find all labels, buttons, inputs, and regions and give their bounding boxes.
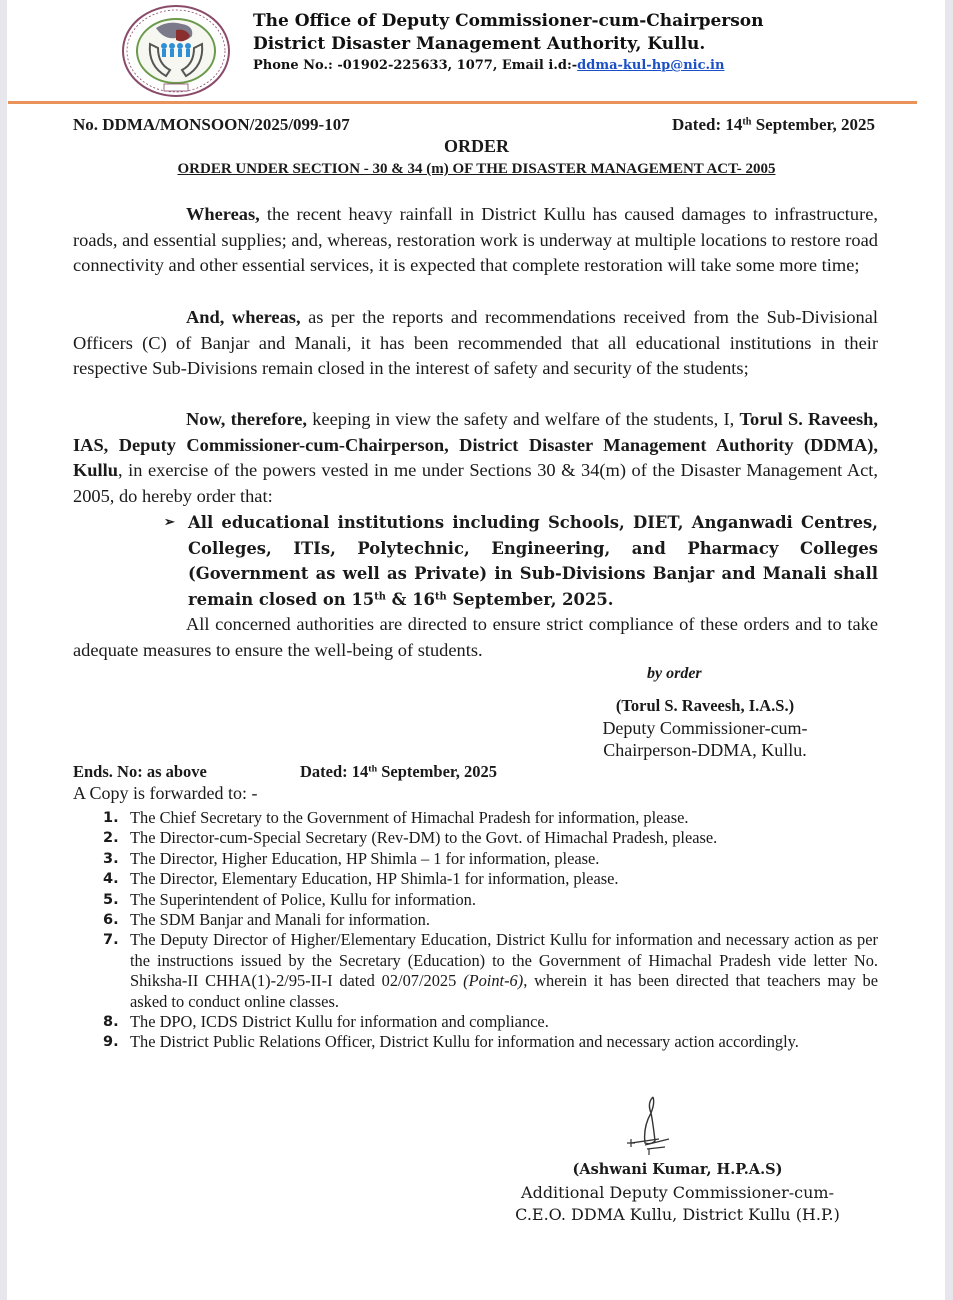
list-item: 6. The SDM Banjar and Manali for information. (103, 910, 430, 930)
copy-list (100, 808, 878, 1053)
list-item: 2. The Director-cum-Special Secretary (Rev-DM) to the Govt. of Himachal Pradesh, please. (103, 828, 718, 848)
order-number: No. DDMA/MONSOON/2025/099-107 (73, 115, 350, 134)
ddma-logo-icon (120, 4, 232, 98)
endorsement-row (73, 762, 497, 782)
closure-directive: ➢ All educational institutions including Schools, DIET, Anganwadi Centres, Colleges, ITIs, Polytechnic, Engineering, and Pharmacy Colleges (Government as well as Private) in Sub-Divisions Banjar and Manali shall remain closed on 15th & 16th September, 2025. (188, 510, 878, 612)
copy-forwarded-label: A Copy is forwarded to: - (73, 783, 258, 803)
paragraph-and-whereas: And, whereas, as per the reports and recommendations received from the Sub-Divisional Officers (C) of Banjar and Manali, it has been recommended that all educational institutions in their respective Sub-Divisions remain closed in the interest of safety and security of the students; (73, 307, 878, 379)
order-date: Dated: 14th September, 2025 (672, 115, 875, 134)
signatory-role-line1: Deputy Commissioner-cum- (602, 718, 808, 738)
order-subheading: ORDER UNDER SECTION - 30 & 34 (m) OF THE DISASTER MANAGEMENT ACT- 2005 (177, 161, 776, 177)
list-item: 5. The Superintendent of Police, Kullu for information. (103, 889, 476, 909)
signatory2-name: (Ashwani Kumar, H.P.A.S) (572, 1161, 783, 1178)
signatory-name: (Torul S. Raveesh, I.A.S.) (615, 696, 795, 715)
list-item: 8. The DPO, ICDS District Kullu for information and compliance. (103, 1012, 549, 1032)
authority-name: District Disaster Management Authority, Kullu. (253, 34, 706, 54)
signatory2-role-line1: Additional Deputy Commissioner-cum- (521, 1183, 834, 1202)
phone-info: Phone No.: -01902-225633, 1077, Email i.d:- (253, 58, 578, 73)
list-item: 9. The District Public Relations Officer, District Kullu for information and necessary action accordingly. (103, 1032, 799, 1052)
contact-line (253, 56, 764, 76)
list-item: 3. The Director, Higher Education, HP Shimla – 1 for information, please. (103, 848, 600, 868)
signatory-additional-dc (480, 1158, 875, 1226)
paragraph-now-therefore: Now, therefore, keeping in view the safety and welfare of the students, I, Torul S. Raveesh, IAS, Deputy Commissioner-cum-Chairperson, District Disaster Management Authority (DDMA), Kullu, in exercise of the powers vested in me under Sections 30 & 34(m) of the Disaster Management Act, 2005, do hereby order that: (73, 409, 879, 506)
list-item: 4. The Director, Elementary Education, HP Shimla-1 for information, please. (103, 869, 619, 889)
endorsement-date: Dated: 14th September, 2025 (300, 762, 497, 781)
page-edge-left (0, 0, 7, 1300)
arrow-bullet-icon: ➢ (164, 515, 175, 530)
by-order-label: by order (647, 665, 702, 682)
paragraph-compliance: All concerned authorities are directed to ensure strict compliance of these orders and to take adequate measures to ensure the well-being of students. (73, 614, 878, 660)
page-edge-right (945, 0, 953, 1300)
signatory-role-line2: Chairperson-DDMA, Kullu. (603, 740, 807, 760)
signatory2-role-line2: C.E.O. DDMA Kullu, District Kullu (H.P.) (515, 1205, 840, 1224)
letterhead (120, 4, 840, 100)
handwritten-signature-icon (625, 1093, 685, 1163)
office-title: The Office of Deputy Commissioner-cum-Chairperson (253, 11, 764, 31)
signatory-deputy-commissioner (540, 695, 870, 761)
list-item: 1. The Chief Secretary to the Government of Himachal Pradesh for information, please. (103, 808, 689, 827)
paragraph-whereas: Whereas, the recent heavy rainfall in District Kullu has caused damages to infrastructure, roads, and essential supplies; and, whereas, restoration work is underway at multiple locations to restore road connectivity and other essential services, it is expected that complete restoration will take some more time; (73, 204, 878, 276)
email-link[interactable]: ddma-kul-hp@nic.in (577, 58, 725, 73)
order-heading: ORDER (443, 136, 509, 156)
list-item: 7. The Deputy Director of Higher/Elementary Education, District Kullu for information and necessary action as per the instructions issued by the Secretary (Education) to the Government of Himachal Pradesh vide letter No. Shiksha-II CHHA(1)-2/95-II-I dated 02/07/2025 (Point-6), wherein it has been directed that teachers may be asked to conduct online classes. (103, 930, 878, 1011)
endorsement-number: Ends. No: as above (73, 762, 207, 781)
header-divider (8, 101, 917, 104)
